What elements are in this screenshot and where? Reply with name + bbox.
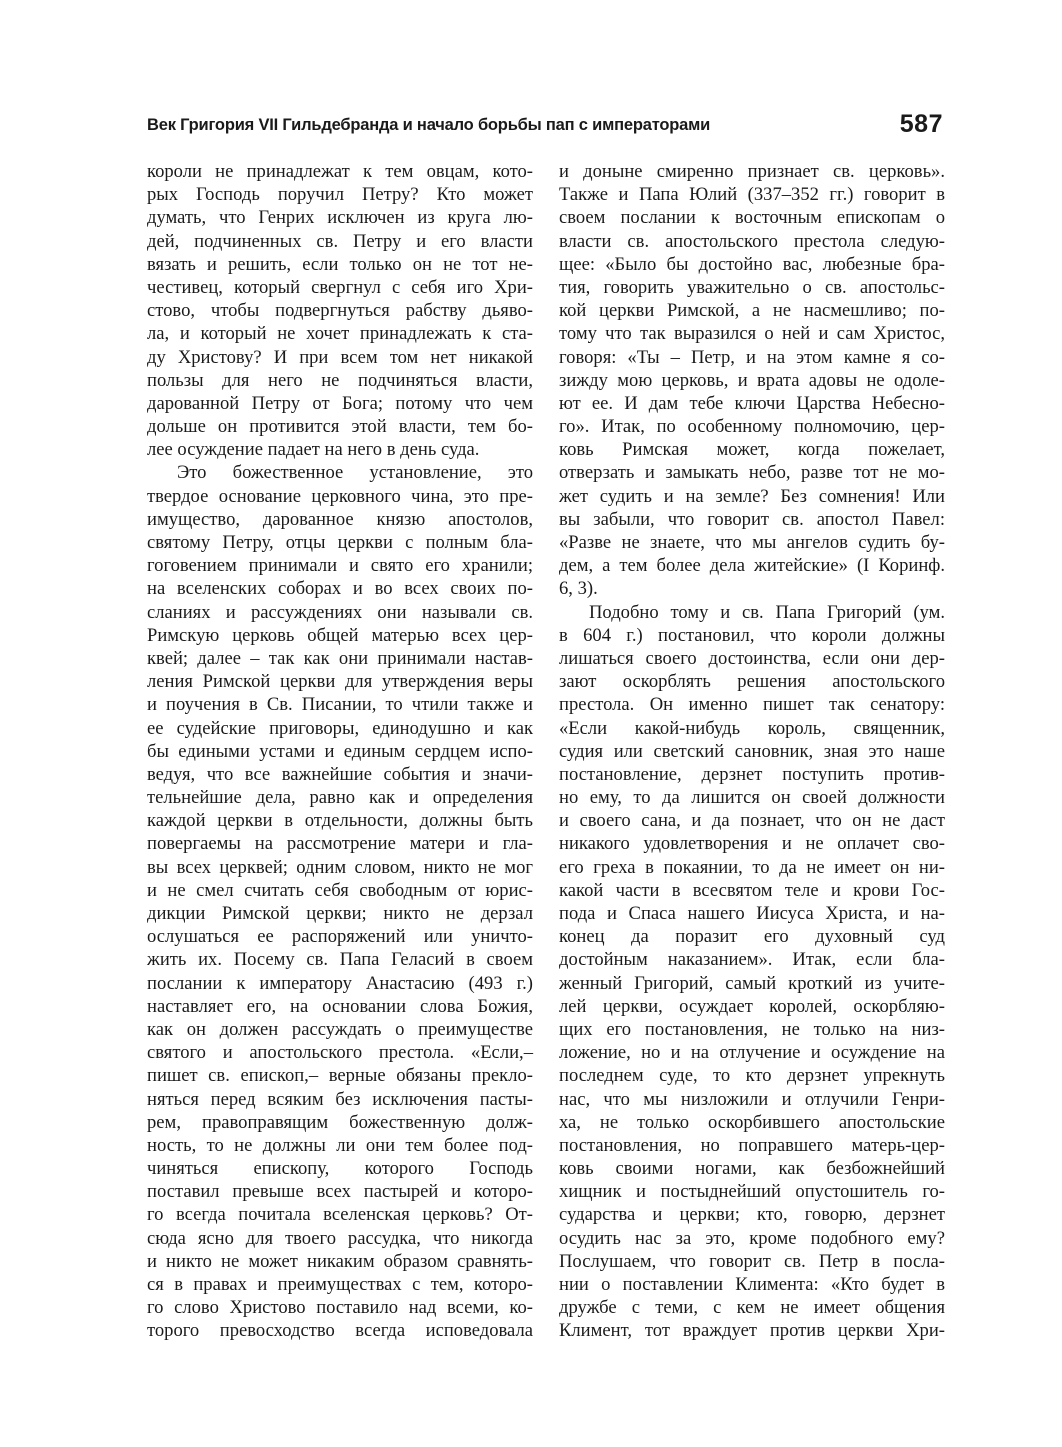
text-line: ведуя, что все важнейшие события и значи- xyxy=(147,763,533,785)
text-line: «Если какой-нибудь король, священник, xyxy=(559,717,945,739)
text-line: власти св. апостольского престола следую- xyxy=(559,230,945,252)
text-line: го всегда почитала вселенская церковь? От- xyxy=(147,1204,533,1226)
text-line: думать, что Генрих исключен из круга лю- xyxy=(147,207,533,229)
text-line: чиняться епископу, которого Господь xyxy=(147,1158,533,1180)
text-line: ослушаться ее распоряжений или уничто- xyxy=(147,926,533,948)
text-line: пода и Спаса нашего Иисуса Христа, и на- xyxy=(559,903,945,924)
text-line: го». Итак, по особенному полномочию, цер- xyxy=(559,416,945,438)
text-line: ность, то не должны ли они тем более под- xyxy=(147,1134,533,1156)
text-line: своем послании к восточным епископам о xyxy=(559,207,945,229)
text-line: его греха в покаянии, то да не имеет он ни- xyxy=(559,856,945,878)
text-line: последнем суде, то кто дерзнет упрекнуть xyxy=(559,1065,945,1087)
text-line: дольше он противится этой власти, тем бо- xyxy=(147,416,533,438)
text-line: отверзать и замыкать небо, разве тот не мо- xyxy=(559,462,945,484)
text-line: наставляет его, на основании слова Божия, xyxy=(147,995,533,1017)
text-line: короли не принадлежат к тем овцам, кото- xyxy=(147,161,533,182)
text-line: рем, правоправящим божественную долж- xyxy=(147,1111,533,1133)
text-line: судия или светский сановник, зная это наше xyxy=(559,740,945,762)
text-line: го слово Христово поставило над всеми, ко- xyxy=(147,1297,533,1319)
text-line: имущество, дарованное князю апостолов, xyxy=(147,508,533,530)
text-line: ся в правах и преимуществах с тем, которо- xyxy=(147,1274,533,1295)
text-line: Также и Папа Юлий (337–352 гг.) говорит в xyxy=(559,184,945,206)
text-line: зижду мою церковь, и врата адовы не одоле- xyxy=(559,369,945,391)
text-line: жет судить и на земле? Без сомнения! Или xyxy=(559,485,945,507)
text-line: на вселенских соборах и во всех своих по- xyxy=(147,578,533,600)
text-line: говоря: «Ты – Петр, и на этом камне я со- xyxy=(559,346,945,368)
text-line: стово, чтобы подвергнуться рабству дьяво- xyxy=(147,300,533,322)
text-line: вязать и решить, если только он не тот не- xyxy=(147,253,533,275)
text-line: пишет св. епископ,– верные обязаны прекло- xyxy=(147,1065,533,1087)
text-line: Послушаем, что говорит св. Петр в посла- xyxy=(559,1250,945,1272)
text-line: тому что так выразился о ней и сам Христос, xyxy=(559,323,945,345)
text-line: твердое основание церковного чина, это пре- xyxy=(147,485,533,507)
text-line: тия, говорить уважительно о св. апостольс- xyxy=(559,276,945,298)
text-line: ложение, но и на отлучение и осуждение на xyxy=(559,1042,945,1064)
text-line: дикции Римской церкви; никто не дерзал xyxy=(147,903,533,924)
text-line: зают оскорблять решения апостольского xyxy=(559,671,945,693)
text-line: лее осуждение падает на него в день суда. xyxy=(147,439,480,461)
text-line: женный Григорий, самый кроткий из учите- xyxy=(559,972,945,994)
text-line: дем, а тем более дела житейские» (I Коринф. xyxy=(559,555,945,577)
text-line: ковь Римская может, когда пожелает, xyxy=(559,439,945,461)
text-line: постановления, но поправшего матерь-цер- xyxy=(559,1134,945,1156)
text-line: тельнейшие дела, равно как и определения xyxy=(147,787,533,809)
text-line: ее судейские приговоры, единодушно и как xyxy=(147,717,533,739)
text-line: ду Христову? И при всем том нет никакой xyxy=(147,346,533,368)
text-line: рых Господь поручил Петру? Кто может xyxy=(147,184,533,206)
text-line: и никто не может никаким образом сравнять- xyxy=(147,1250,533,1272)
text-line: ха, не только оскорбившего апостольские xyxy=(559,1111,945,1133)
text-line: щих его постановления, не только на низ- xyxy=(559,1018,945,1040)
text-line: пользы для него не подчиняться власти, xyxy=(147,369,533,391)
running-title: Век Григория VII Гильдебранда и начало борьбы пап с императорами xyxy=(147,116,711,134)
text-line: честивец, который свергнул с себя иго Хри- xyxy=(147,276,533,298)
text-line: послании к императору Анастасию (493 г.) xyxy=(147,972,533,994)
text-line: вы всех церквей; одним словом, никто не мог xyxy=(147,856,533,878)
text-column-right xyxy=(559,160,945,1343)
text-line: хищник и постыднейший опустошитель го- xyxy=(559,1181,945,1203)
text-line: лей церкви, осуждает королей, оскорбляю- xyxy=(559,995,945,1017)
text-line: ла, и который не хочет принадлежать к ста- xyxy=(147,323,533,345)
text-line: гоговением принимали и свято его хранили; xyxy=(147,555,533,577)
text-line: как он должен рассуждать о преимуществе xyxy=(147,1018,533,1040)
text-line: 6, 3). xyxy=(559,578,598,600)
text-line: квей; далее – так как они принимали настав- xyxy=(147,647,533,669)
text-line: торого превосходство всегда исповедовала xyxy=(147,1320,533,1342)
text-line: и поучения в Св. Писании, то чтили также и xyxy=(147,694,533,716)
text-line: ления Римской церкви для утверждения веры xyxy=(147,671,533,693)
text-line: конец да поразит его духовный суд xyxy=(559,926,945,948)
text-line: бы едиными устами и единым сердцем испо- xyxy=(147,740,533,762)
text-line: лишаться своего достоинства, если они дер- xyxy=(559,647,945,669)
text-line: достойным наказанием». Итак, если бла- xyxy=(559,949,945,971)
text-line: Климент, тот враждует против церкви Хри- xyxy=(559,1320,945,1342)
text-line: и доныне смиренно признает св. церковь». xyxy=(559,161,945,182)
running-head xyxy=(147,110,943,150)
text-line: Римскую церковь общей матерью всех цер- xyxy=(147,624,533,646)
text-line: нас, что мы низложили и отлучили Генри- xyxy=(559,1088,945,1110)
text-line: престола. Он именно пишет так сенатору: xyxy=(559,694,945,716)
text-line: Подобно тому и св. Папа Григорий (ум. xyxy=(589,601,945,623)
text-line: святому Петру, отцы церкви с полным бла- xyxy=(147,532,533,553)
text-line: ковь своими ногами, как безбожнейший xyxy=(559,1158,945,1180)
text-line: «Разве не знаете, что мы ангелов судить бу- xyxy=(559,532,945,553)
page-number: 587 xyxy=(899,110,943,138)
text-line: поставил превыше всех пастырей и которо- xyxy=(147,1181,533,1203)
text-line: в 604 г.) постановил, что короли должны xyxy=(559,624,945,646)
text-line: и своего сана, и да познает, что он не даст xyxy=(559,810,945,832)
text-line: и не смел считать себя свободным от юрис- xyxy=(147,879,533,901)
text-line: каждой церкви в отдельности, должны быть xyxy=(147,810,533,832)
text-line: няться перед всяким без исключения пасты- xyxy=(147,1088,533,1110)
text-line: сюда ясно для твоего рассудка, что никогда xyxy=(147,1227,533,1249)
text-line: дарованной Петру от Бога; потому что чем xyxy=(147,392,533,414)
text-line: ют ее. И дам тебе ключи Царства Небесно- xyxy=(559,392,945,414)
text-line: какой части в всесвятом теле и крови Гос- xyxy=(559,879,945,901)
text-line: сланиях и рассуждениях они называли св. xyxy=(147,601,533,623)
text-line: сударства и церкви; кто, говорю, дерзнет xyxy=(559,1204,945,1226)
text-line: кой церкви Римской, а не насмешливо; по- xyxy=(559,300,945,322)
text-line: повергаемы на рассмотрение матери и гла- xyxy=(147,833,533,855)
text-line: вы забыли, что говорит св. апостол Павел: xyxy=(559,508,945,530)
text-line: жить их. Посему св. Папа Геласий в своем xyxy=(147,949,533,971)
text-line: святого и апостольского престола. «Если,– xyxy=(147,1042,533,1064)
text-line: дей, подчиненных св. Петру и его власти xyxy=(147,230,533,252)
text-line: нии о поставлении Климента: «Кто будет в xyxy=(559,1274,945,1295)
text-line: дружбе с теми, с кем не имеет общения xyxy=(559,1297,945,1319)
text-line: осудить нас за это, кроме подобного ему? xyxy=(559,1227,945,1249)
text-line: никакого удовлетворения и не оплачет сво- xyxy=(559,833,945,855)
text-column-left xyxy=(147,160,533,1343)
text-line: Это божественное установление, это xyxy=(177,462,533,484)
text-line: щее: «Было бы достойно вас, любезные бра- xyxy=(559,253,945,275)
text-line: постановление, дерзнет поступить против- xyxy=(559,763,945,785)
text-line: но ему, то да лишится он своей должности xyxy=(559,787,945,809)
